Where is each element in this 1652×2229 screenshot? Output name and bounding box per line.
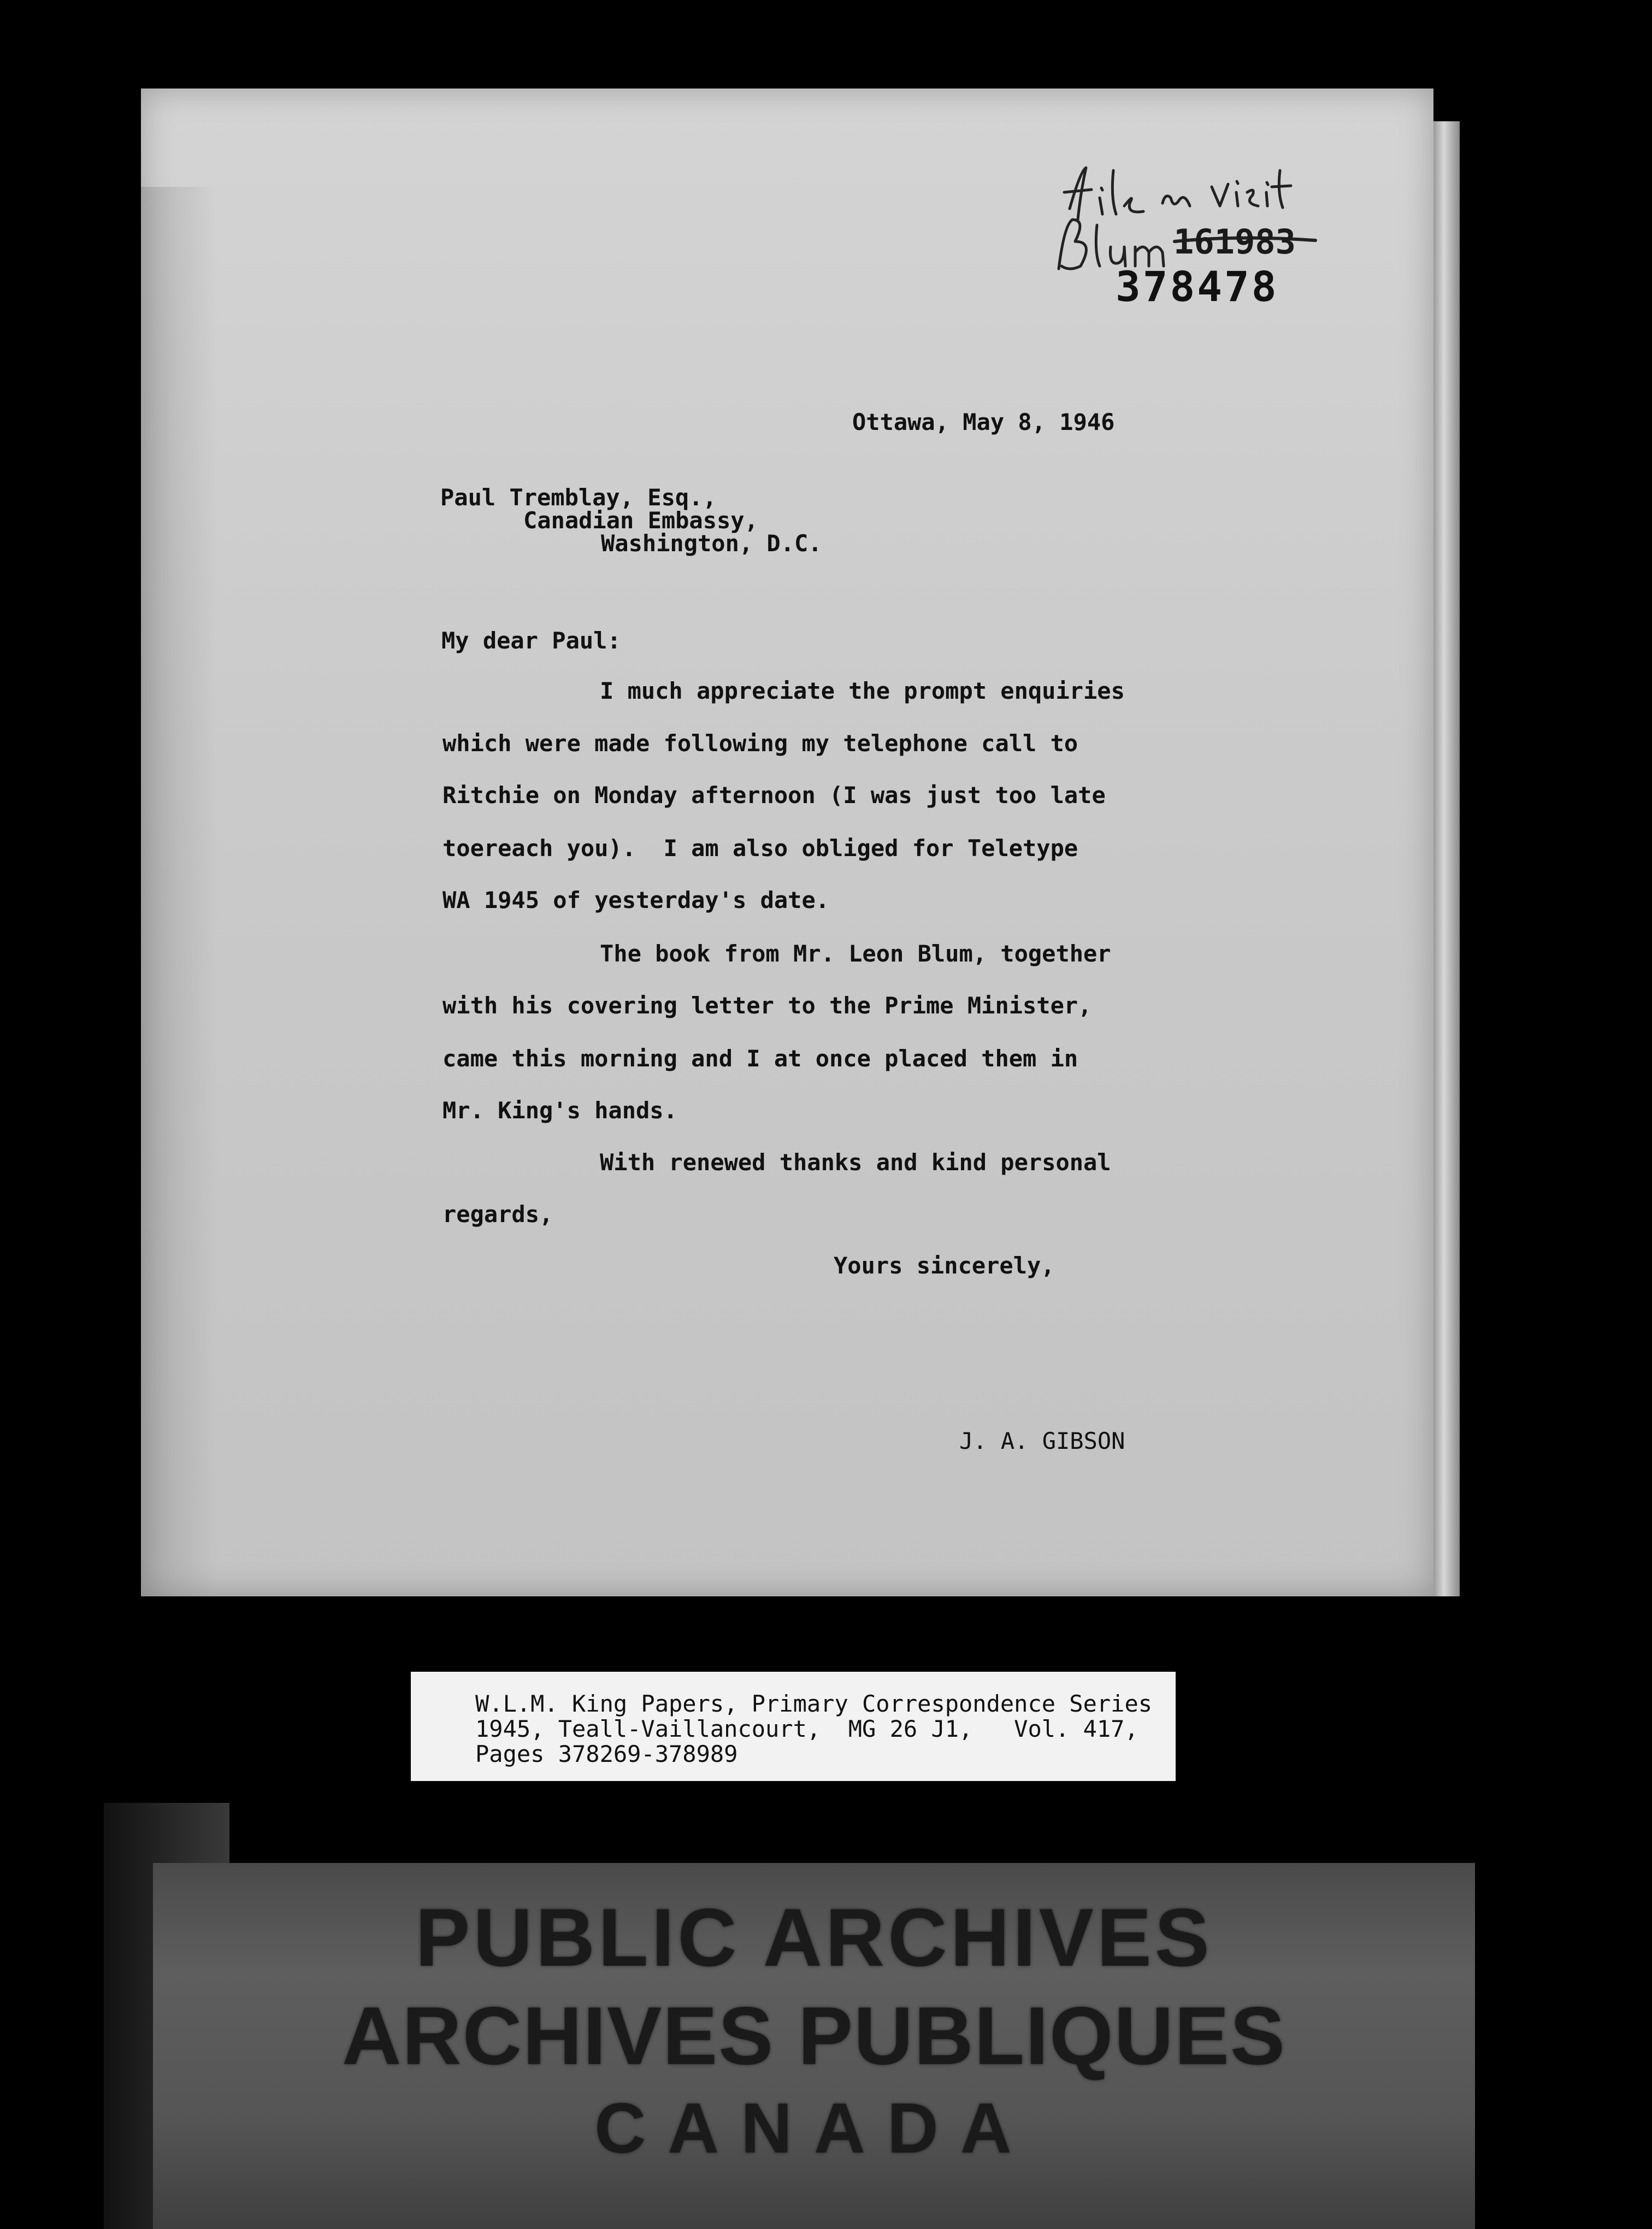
archives-stamp-board	[153, 1863, 1475, 2229]
letter-page	[141, 89, 1433, 1596]
body-line: came this morning and I at once placed them in	[442, 1045, 1078, 1072]
body-line: which were made following my telephone call to	[442, 730, 1078, 757]
body-line: I much appreciate the prompt enquiries	[600, 677, 1125, 704]
struck-number: 161983	[1173, 222, 1296, 262]
body-line: with his covering letter to the Prime Minister,	[442, 992, 1092, 1019]
page-crease	[141, 187, 217, 1596]
body-line: Mr. King's hands.	[442, 1097, 677, 1124]
stamp-line-public-archives: PUBLIC ARCHIVES	[415, 1891, 1213, 1983]
addressee-line-1: Paul Tremblay, Esq.,	[440, 484, 717, 511]
document-number: 378478	[1116, 262, 1279, 311]
stamp-line-archives-publiques: ARCHIVES PUBLIQUES	[342, 1990, 1286, 2081]
addressee-line-2: Canadian Embassy,	[523, 507, 758, 534]
body-line: regards,	[442, 1201, 553, 1228]
date-line: Ottawa, May 8, 1946	[852, 409, 1115, 435]
stamp-line-canada: CANADA	[594, 2088, 1034, 2168]
addressee-line-3: Washington, D.C.	[601, 530, 822, 557]
archive-label-line: Pages 378269-378989	[475, 1741, 738, 1767]
salutation: My dear Paul:	[441, 627, 621, 654]
signature-block: J. A. GIBSON	[959, 1428, 1125, 1454]
archive-label-line: W.L.M. King Papers, Primary Correspondence Series	[475, 1690, 1153, 1717]
body-line: toereach you). I am also obliged for Teletype	[442, 835, 1078, 862]
body-line: The book from Mr. Leon Blum, together	[600, 940, 1111, 967]
body-line: WA 1945 of yesterday's date.	[442, 887, 830, 913]
body-line: With renewed thanks and kind personal	[600, 1149, 1111, 1176]
body-line: Ritchie on Monday afternoon (I was just too late	[442, 782, 1106, 809]
closing: Yours sincerely,	[834, 1252, 1055, 1279]
archive-label-line: 1945, Teall-Vaillancourt, MG 26 J1, Vol. 417,	[475, 1715, 1138, 1742]
page-edge	[1433, 121, 1460, 1596]
archive-reference-label	[411, 1672, 1176, 1781]
